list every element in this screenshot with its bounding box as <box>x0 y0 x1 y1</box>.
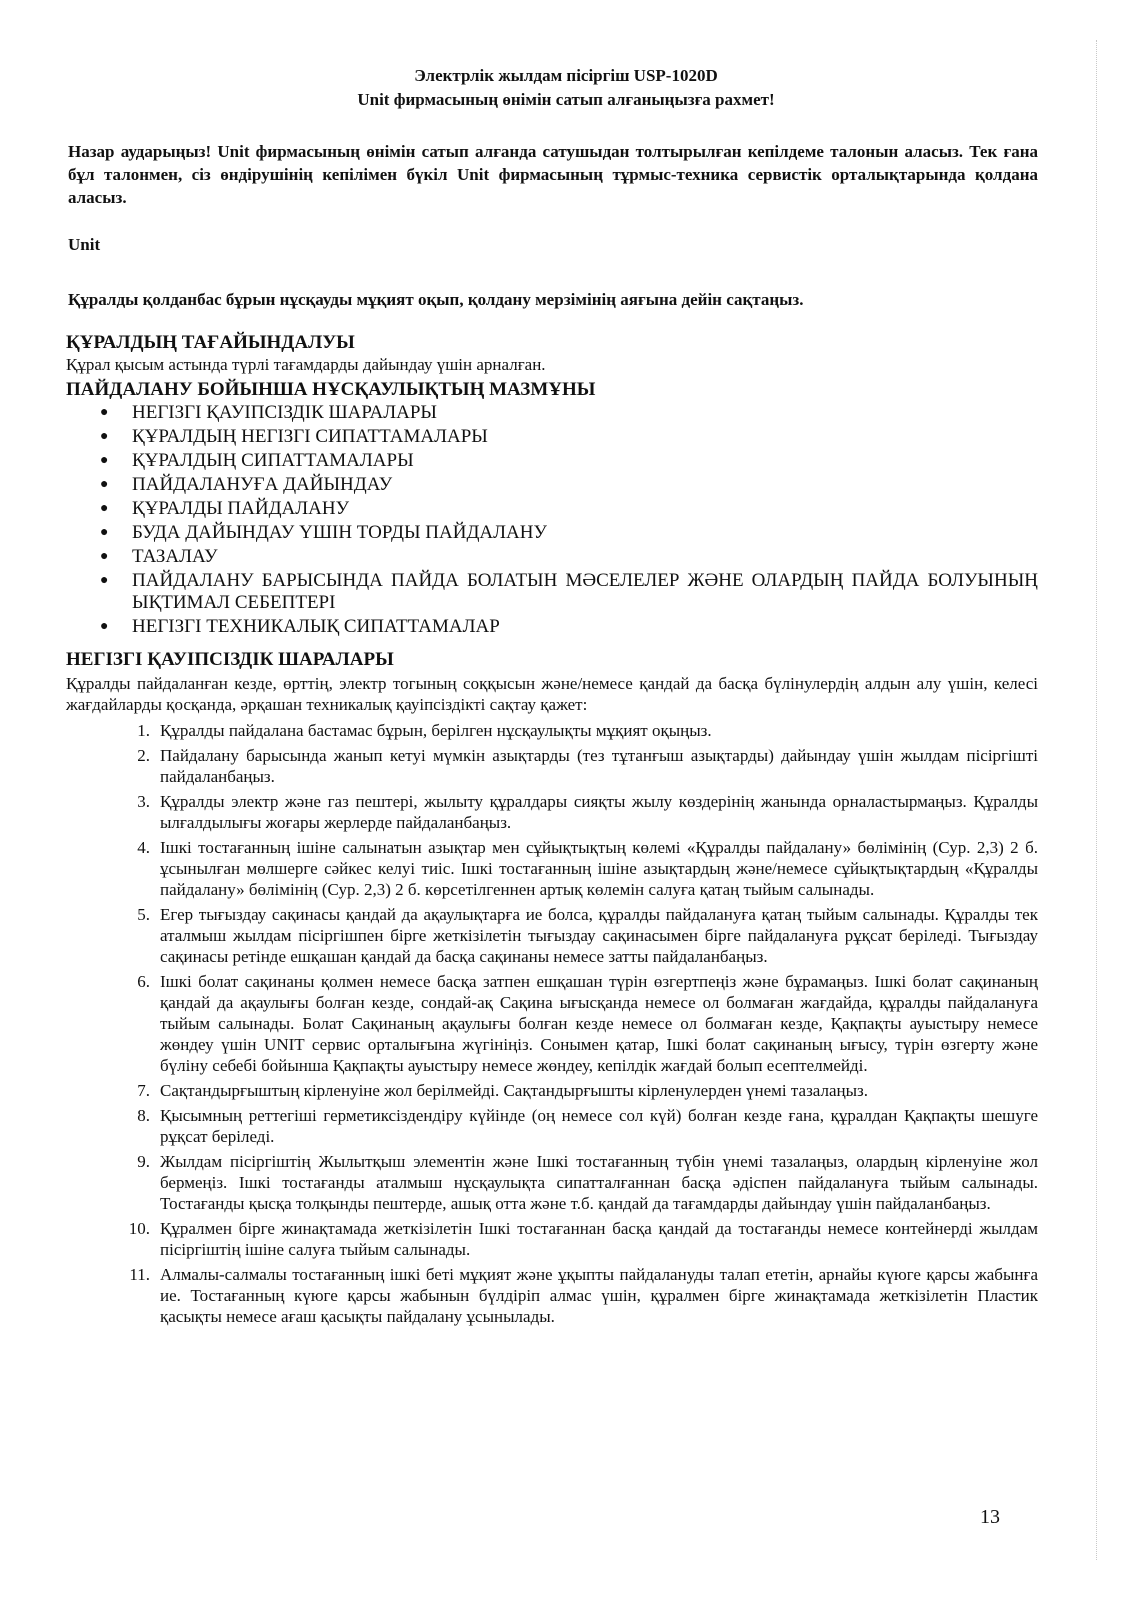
toc-item: ● ПАЙДАЛАНУ БАРЫСЫНДА ПАЙДА БОЛАТЫН МӘСЕЛЕЛЕР ЖӘНЕ ОЛАРДЫҢ ПАЙДА БОЛУЫНЫҢ ЫҚТИМАЛ СЕБЕПТЕРІ <box>100 570 1038 613</box>
rule-number: 7. <box>137 1081 150 1100</box>
rule-text: Егер тығыздау сақинасы қандай да ақаулықтарға ие болса, құралды пайдалануға қатаң тыйым салынады. Құралды тек аталмыш жылдам пісіргішпен бірге жеткізілетін тығыздау сақинасымен бірге пайдалануға рұқсат беріледі. Тығыздау сақинасы ретінде ешқашан қандай да басқа сақинаны немесе затты пайдаланбаңыз. <box>160 905 1038 966</box>
warranty-notice: Назар аударыңыз! Unit фирмасының өнімін сатып алғанда сатушыдан толтырылған кепілдеме талонын аласыз. Тек ғана бұл талонмен, сіз өндірушінің кепілімен бүкіл Unit фирмасының тұрмыс-техника сервистік орталықтарында қолдана аласыз. <box>68 142 1038 207</box>
toc-item: ● ПАЙДАЛАНУҒА ДАЙЫНДАУ <box>100 474 393 495</box>
toc-item: ● ҚҰРАЛДЫҢ СИПАТТАМАЛАРЫ <box>100 450 414 471</box>
safety-rule <box>120 1080 1038 1101</box>
bullet-icon: ● <box>100 525 109 540</box>
rule-number: 8. <box>137 1106 150 1125</box>
bullet-icon: ● <box>100 405 109 420</box>
safety-rule <box>120 837 1038 900</box>
toc-item: ● ТАЗАЛАУ <box>100 546 218 567</box>
rule-text: Құралды пайдалана бастамас бұрын, берілген нұсқаулықты мұқият оқыңыз. <box>160 721 712 740</box>
rule-number: 4. <box>137 838 150 857</box>
bullet-icon: ● <box>100 477 109 492</box>
rule-number: 3. <box>137 792 150 811</box>
rule-number: 5. <box>137 905 150 924</box>
toc-item: ● ҚҰРАЛДЫ ПАЙДАЛАНУ <box>100 498 350 519</box>
thanks-line: Unit фирмасының өнімін сатып алғаныңызға рахмет! <box>357 90 775 109</box>
rule-text: Қысымның реттегіші герметиксіздендіру күйінде (оң немесе сол күй) болған кезде ғана, құралдан Қақпақты шешуге рұқсат беріледі. <box>160 1106 1038 1146</box>
bullet-icon: ● <box>100 429 109 444</box>
safety-rules <box>120 720 1038 1331</box>
brand-name: Unit <box>68 235 101 254</box>
safety-intro: Құралды пайдаланған кезде, өрттің, электр тогының соққысын және/немесе қандай да басқа бүлінулердің алдын алу үшін, келесі жағдайларды қосқанда, әрқашан техникалық қауіпсіздікті сақтау қажет: <box>66 674 1038 714</box>
safety-rule <box>120 791 1038 833</box>
rule-text: Ішкі болат сақинаны қолмен немесе басқа затпен ешқашан түрін өзгертпеңіз және бұрамаңыз. Ішкі болат сақинаның қандай да ақаулығы болған кезде, сондай-ақ Сақина ығысқанда немесе ол болмаған жағдайда, құралды пайдалануға тыйым салынады. Болат Сақинаның ақаулығы болған кезде немесе ол болмаған кезде, Қақпақты ауыстыру немесе жөндеу үшін UNIT сервис орталығына жүгініңіз. Сонымен қатар, Ішкі болат сақинаның ығысу, түрін өзгерту және бүліну себебі бойынша Қақпақты ауыстыру немесе жөндеу, кепілдік жағдай болып есептелмейді. <box>160 972 1038 1075</box>
rule-number: 1. <box>137 721 150 740</box>
safety-rule <box>120 971 1038 1076</box>
read-first-note: Құралды қолданбас бұрын нұсқауды мұқият оқып, қолдану мерзімінің аяғына дейін сақтаңыз. <box>68 290 804 309</box>
scan-edge-divider <box>1096 40 1098 1560</box>
bullet-icon: ● <box>100 619 109 634</box>
rule-number: 11. <box>129 1265 150 1284</box>
safety-rule <box>120 1264 1038 1327</box>
toc-item: ● НЕГІЗГІ ТЕХНИКАЛЫҚ СИПАТТАМАЛАР <box>100 616 500 637</box>
bullet-icon: ● <box>100 549 109 564</box>
page-number: 13 <box>980 1506 1000 1528</box>
document-title: Электрлік жылдам пісіргіш USP-1020D <box>414 66 718 85</box>
rule-text: Сақтандырғыштың кірленуіне жол берілмейді. Сақтандырғышты кірленулерден үнемі тазалаңыз. <box>160 1081 869 1100</box>
rule-number: 6. <box>137 972 150 991</box>
safety-rule <box>120 745 1038 787</box>
rule-text: Құралмен бірге жинақтамада жеткізілетін Ішкі тостағаннан басқа қандай да тостағанды немесе контейнерді жылдам пісіргіштің ішіне салуға тыйым салынады. <box>160 1219 1038 1259</box>
toc-list <box>100 402 1038 638</box>
document-header <box>0 64 1132 112</box>
rule-number: 2. <box>137 746 150 765</box>
rule-text: Жылдам пісіргіштің Жылытқыш элементін және Ішкі тостағанның түбін үнемі тазалаңыз, олардың кірленуіне жол бермеңіз. Ішкі тостағанды аталмыш нұсқаулықта сипатталғаннан басқа әдіспен пайдалануға тыйым салынады. Тостағанды қысқа толқынды пештерде, ашық отта және т.б. қандай да тағамдарды дайындау үшін пайдаланбаңыз. <box>160 1152 1038 1213</box>
bullet-icon: ● <box>100 573 109 588</box>
bullet-icon: ● <box>100 501 109 516</box>
bullet-icon: ● <box>100 453 109 468</box>
toc-item: ● БУДА ДАЙЫНДАУ ҮШІН ТОРДЫ ПАЙДАЛАНУ <box>100 522 547 543</box>
toc-item: ● ҚҰРАЛДЫҢ НЕГІЗГІ СИПАТТАМАЛАРЫ <box>100 426 488 447</box>
safety-rule <box>120 1218 1038 1260</box>
purpose-text: Құрал қысым астында түрлі тағамдарды дайындау үшін арналған. <box>66 355 546 374</box>
rule-number: 10. <box>128 1219 150 1238</box>
toc-heading: ПАЙДАЛАНУ БОЙЫНША НҰСҚАУЛЫҚТЫҢ МАЗМҰНЫ <box>66 379 596 400</box>
purpose-heading: ҚҰРАЛДЫҢ ТАҒАЙЫНДАЛУЫ <box>66 332 355 353</box>
safety-rule <box>120 1151 1038 1214</box>
safety-rule <box>120 720 1038 741</box>
rule-text: Пайдалану барысында жанып кетуі мүмкін азықтарды (тез тұтанғыш азықтарды) дайындау үшін жылдам пісіргішті пайдаланбаңыз. <box>160 746 1038 786</box>
toc-item: ● НЕГІЗГІ ҚАУІПСІЗДІК ШАРАЛАРЫ <box>100 402 438 423</box>
rule-text: Ішкі тостағанның ішіне салынатын азықтар мен сұйықтықтың көлемі «Құралды пайдалану» бөлімінің (Сур. 2,3) 2 б. ұсынылған мөлшерге сәйкес келуі тиіс. Ішкі тостағанның ішіне азықтардың және/немесе сұйықтықтардың «Құралды пайдалану» бөлімінің (Сур. 2,3) 2 б. көрсетілгеннен артық көлемін салуға қатаң тыйым салынады. <box>160 838 1038 899</box>
rule-text: Құралды электр және газ пештері, жылыту құралдары сияқты жылу көздерінің жанында орналастырмаңыз. Құралды ылғалдылығы жоғары жерлерде пайдаланбаңыз. <box>160 792 1038 832</box>
safety-rule <box>120 904 1038 967</box>
rule-text: Алмалы-салмалы тостағанның ішкі беті мұқият және ұқыпты пайдалануды талап ететін, арнайы күюге қарсы жабынға ие. Тостағанның күюге қарсы жабынын бүлдіріп алмас үшін, құралмен бірге жинақтамада жеткізілетін Пластик қасықты немесе ағаш қасықты пайдалану ұсынылады. <box>160 1265 1038 1326</box>
rule-number: 9. <box>137 1152 150 1171</box>
safety-heading: НЕГІЗГІ ҚАУІПСІЗДІК ШАРАЛАРЫ <box>66 649 394 670</box>
safety-rule <box>120 1105 1038 1147</box>
